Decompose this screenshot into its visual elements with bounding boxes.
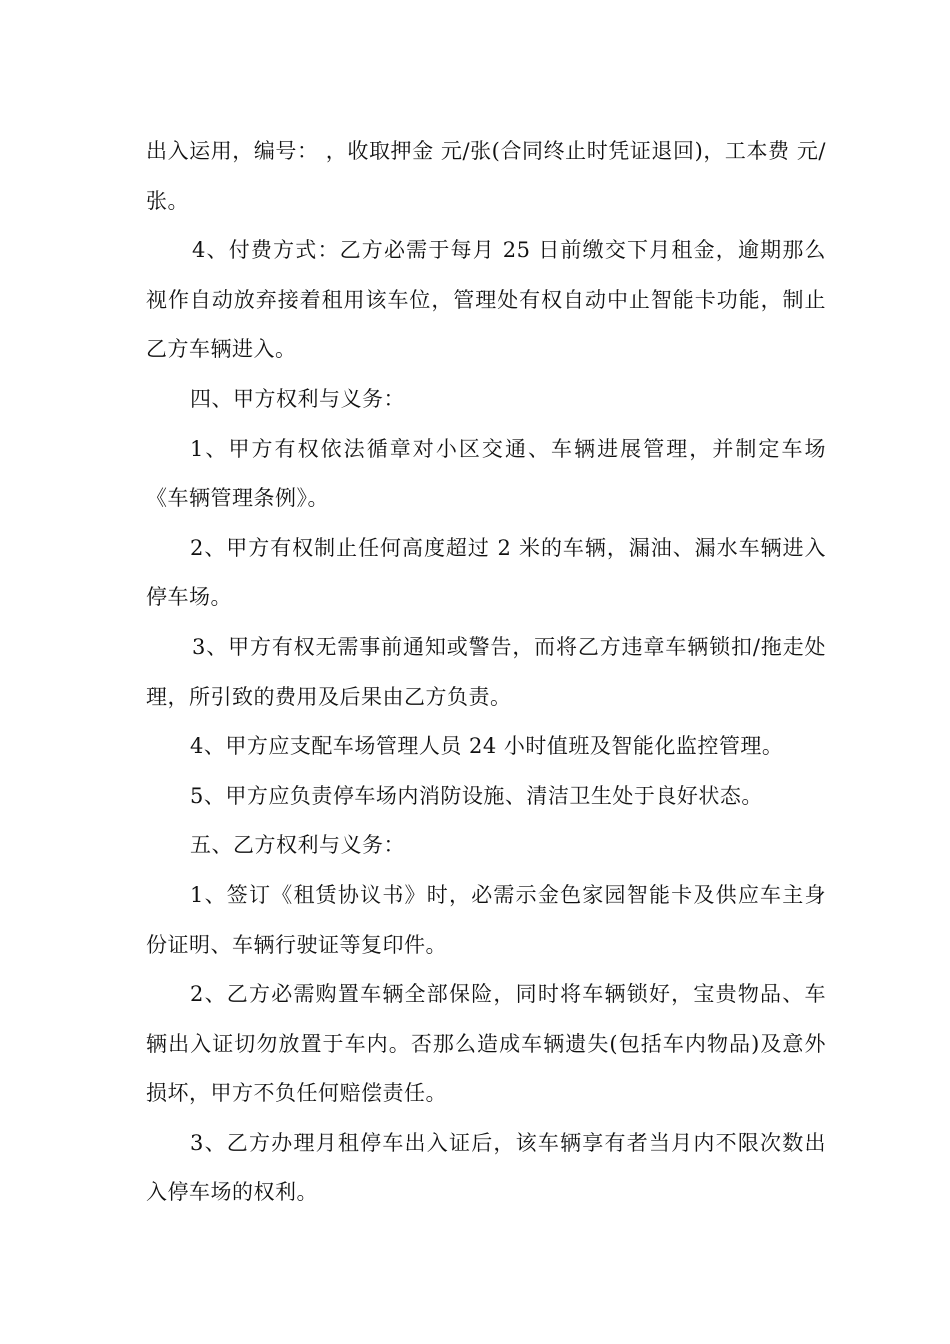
paragraph-party-a-item-4: 4、甲方应支配车场管理人员 24 小时值班及智能化监控管理。 [190, 734, 784, 759]
paragraph-party-b-item-1: 1、签订《租赁协议书》时，必需示金色家园智能卡及供应车主身份证明、车辆行驶证等复印件。 [146, 882, 826, 957]
paragraph-party-a-item-5: 5、甲方应负责停车场内消防设施、清洁卫生处于良好状态。 [190, 783, 763, 808]
paragraph-party-a-item-1: 1、甲方有权依法循章对小区交通、车辆进展管理，并制定车场《车辆管理条例》。 [146, 436, 826, 511]
paragraph-party-b-item-2: 2、乙方必需购置车辆全部保险，同时将车辆锁好，宝贵物品、车辆出入证切勿放置于车内。否那么造成车辆遗失(包括车内物品)及意外损坏，甲方不负任何赔偿责任。 [146, 982, 826, 1106]
paragraph-party-a-item-2: 2、甲方有权制止任何高度超过 2 米的车辆，漏油、漏水车辆进入停车场。 [146, 535, 826, 610]
section-heading-party-a: 四、甲方权利与义务： [190, 386, 405, 411]
paragraph-payment-method: 4、付费方式：乙方必需于每月 25 日前缴交下月租金，逾期那么视作自动放弃接着租用该车位，管理处有权自动中止智能卡功能，制止乙方车辆进入。 [146, 238, 826, 362]
document-body [146, 127, 826, 1218]
paragraph-party-b-item-3: 3、乙方办理月租停车出入证后，该车辆享有者当月内不限次数出入停车场的权利。 [146, 1130, 826, 1205]
paragraph-party-a-item-3: 3、甲方有权无需事前通知或警告，而将乙方违章车辆锁扣/拖走处理，所引致的费用及后果由乙方负责。 [146, 634, 826, 709]
paragraph-continuation: 出入运用，编号： ，收取押金 元/张(合同终止时凭证退回)，工本费 元/张。 [146, 139, 826, 213]
section-heading-party-b: 五、乙方权利与义务： [190, 833, 405, 858]
